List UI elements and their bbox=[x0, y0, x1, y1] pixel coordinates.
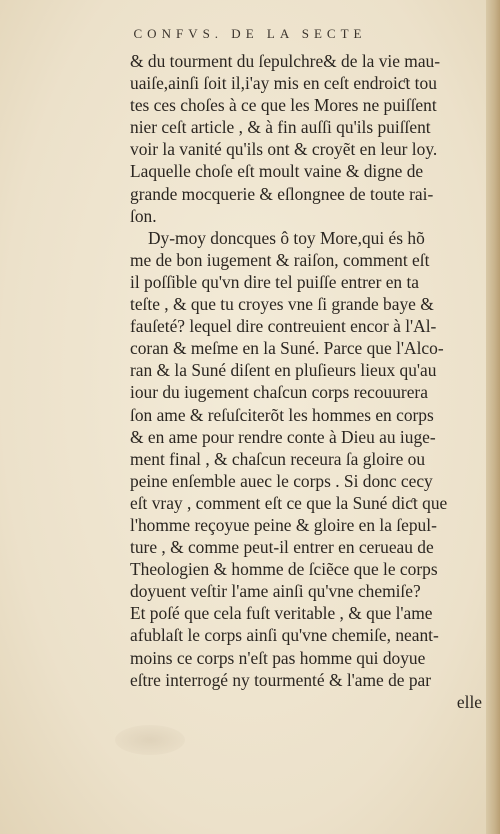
text-line: me de bon iugement & raiſon, comment eſt bbox=[130, 249, 430, 270]
text-line: voir la vanité qu'ils ont & croyẽt en leur loy. bbox=[130, 139, 438, 160]
text-line: ſon. bbox=[130, 205, 157, 226]
text-line: Et poſé que cela fuſt veritable , & que l'ame bbox=[130, 603, 433, 624]
text-line: tes ces choſes à ce que les Mores ne puiſſent bbox=[130, 95, 437, 116]
running-header: CONFVS. DE LA SECTE bbox=[133, 26, 367, 41]
text-line: grande mocquerie & eſlongnee de toute rai- bbox=[130, 183, 434, 204]
text-line: & en ame pour rendre conte à Dieu au iuge- bbox=[130, 426, 436, 447]
text-line: nier ceſt article , & à fin auſſi qu'ils puiſſent bbox=[130, 117, 431, 138]
text-line: fauſeté? lequel dire contreuient encor à l'Al- bbox=[130, 316, 437, 337]
text-line: ment final , & chaſcun receura ſa gloire ou bbox=[130, 448, 426, 469]
body-text bbox=[130, 50, 482, 713]
page-edge bbox=[486, 0, 500, 834]
text-line: doyuent veſtir l'ame ainſi qu'vne chemiſe? bbox=[130, 581, 421, 602]
text-line: ture , & comme peut-il entrer en cerueau de bbox=[130, 537, 434, 558]
text-line: & du tourment du ſepulchre& de la vie mau- bbox=[130, 51, 441, 71]
text-line: Laquelle choſe eſt moult vaine & digne de bbox=[130, 161, 424, 182]
text-line: coran & meſme en la Suné. Parce que l'Alco- bbox=[130, 338, 444, 359]
text-line: ran & la Suné diſent en pluſieurs lieux qu'au bbox=[130, 360, 437, 381]
catchword: elle bbox=[456, 691, 482, 712]
text-line: l'homme reçoyue peine & gloire en la ſepul- bbox=[130, 514, 437, 535]
text-line: Theologien & homme de ſciẽce que le corps bbox=[130, 559, 438, 580]
text-line: eſt vray , comment eſt ce que la Suné diƈt que bbox=[130, 492, 448, 513]
text-line: teſte , & que tu croyes vne ſi grande baye & bbox=[130, 294, 434, 315]
text-line: afublaſt le corps ainſi qu'vne chemiſe, neant- bbox=[130, 625, 439, 646]
text-line: il poſſible qu'vn dire tel puiſſe entrer en ta bbox=[130, 271, 420, 292]
ink-stain bbox=[115, 725, 185, 755]
text-line: peine enſemble auec le corps . Si donc cecy bbox=[130, 470, 433, 491]
text-line: iour du iugement chaſcun corps recouurera bbox=[130, 382, 428, 403]
text-line: uaiſe,ainſi ſoit il,i'ay mis en ceſt endroiƈt tou bbox=[130, 73, 437, 94]
paragraph-start-line: Dy-moy doncques ô toy More,qui és hõ bbox=[148, 227, 425, 248]
text-line: eſtre interrogé ny tourmenté & l'ame de par bbox=[130, 669, 432, 690]
text-line: moins ce corps n'eſt pas homme qui doyue bbox=[130, 647, 426, 668]
text-line: ſon ame & reſuſciterõt les hommes en corps bbox=[130, 404, 434, 425]
